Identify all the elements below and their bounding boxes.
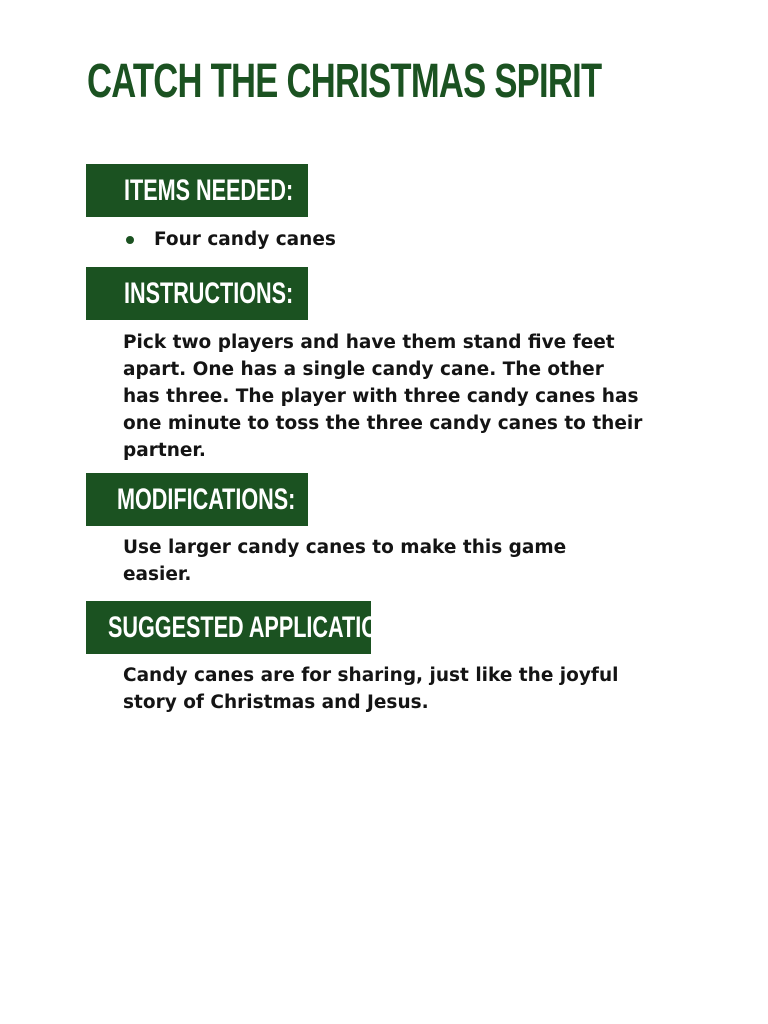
suggested-application-text: Candy canes are for sharing, just like the joyful story of Christmas and Jesus. — [123, 665, 619, 713]
suggested-application-header — [86, 601, 401, 654]
modifications-heading: MODIFICATIONS: — [117, 483, 296, 516]
instructions-header — [86, 267, 308, 320]
bullet-icon — [126, 236, 134, 244]
items-needed-heading: ITEMS NEEDED: — [124, 174, 294, 207]
list-item-label: Four candy canes — [154, 229, 336, 250]
items-needed-list — [123, 226, 336, 253]
instructions-heading: INSTRUCTIONS: — [124, 277, 294, 310]
items-needed-header — [86, 164, 308, 217]
modifications-text: Use larger candy canes to make this game easier. — [123, 537, 567, 585]
page-title: CATCH THE CHRISTMAS SPIRIT — [87, 55, 602, 108]
list-item — [123, 226, 336, 253]
instructions-text: Pick two players and have them stand five feet apart. One has a single candy cane. The other has three. The player with three candy canes has one minute to toss the three candy canes to their partner. — [123, 332, 643, 461]
modifications-header — [86, 473, 308, 526]
suggested-application-heading: SUGGESTED APPLICATION: — [108, 611, 401, 644]
